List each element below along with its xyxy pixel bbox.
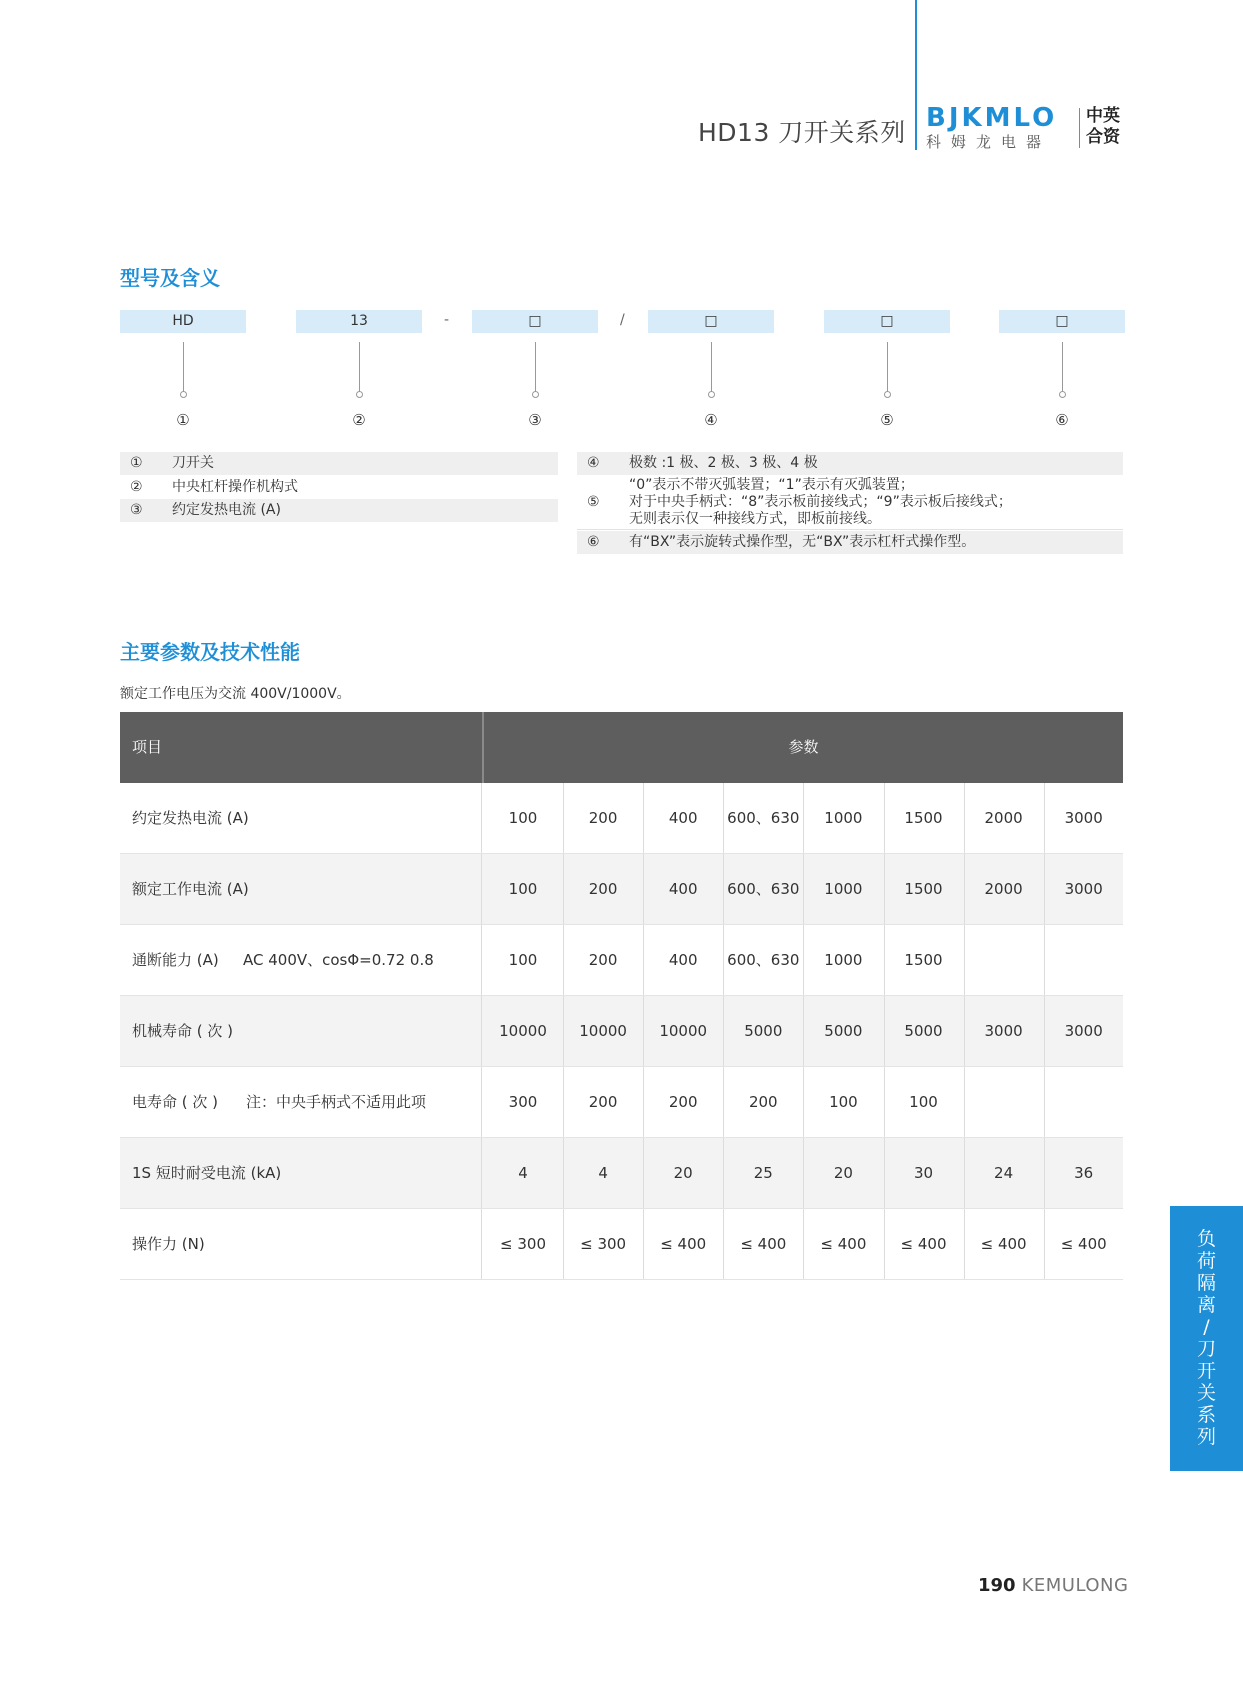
table-row bbox=[120, 925, 1123, 996]
code-number-2: ② bbox=[352, 411, 366, 429]
value-cell: ≤ 400 bbox=[900, 1235, 947, 1253]
code-box-1: HD bbox=[120, 310, 246, 333]
value-cell: ≤ 400 bbox=[980, 1235, 1027, 1253]
legend-text: 极数 :1 极、2 极、3 极、4 极 bbox=[629, 455, 818, 471]
legend-text: 中央杠杆操作机构式 bbox=[172, 479, 298, 495]
legend-number: ③ bbox=[130, 502, 143, 518]
value-cell: ≤ 400 bbox=[660, 1235, 707, 1253]
row-label: 操作力 (N) bbox=[132, 1235, 205, 1253]
value-cell: 600、630 bbox=[727, 951, 800, 969]
code-leader-3 bbox=[535, 342, 536, 392]
column-divider bbox=[481, 996, 482, 1066]
legend-number: ④ bbox=[587, 455, 600, 471]
code-leader-4 bbox=[711, 342, 712, 392]
voltage-note: 额定工作电压为交流 400V/1000V。 bbox=[120, 686, 351, 702]
category-side-tab bbox=[1170, 1206, 1243, 1471]
legend-row-6 bbox=[577, 531, 1123, 554]
value-cell: 2000 bbox=[984, 880, 1023, 898]
value-cell: ≤ 300 bbox=[500, 1235, 546, 1253]
side-tab-char: 系 bbox=[1196, 1404, 1216, 1426]
table-row bbox=[120, 854, 1123, 925]
value-cell: 100 bbox=[508, 809, 538, 827]
column-divider bbox=[481, 854, 482, 924]
column-divider bbox=[481, 1138, 482, 1208]
code-dot-5 bbox=[884, 391, 891, 398]
value-cell: 10000 bbox=[579, 1022, 627, 1040]
code-box-3: □ bbox=[472, 310, 598, 333]
side-tab-char: 刀 bbox=[1196, 1338, 1216, 1360]
legend-row-1 bbox=[120, 452, 558, 475]
table-row bbox=[120, 1138, 1123, 1209]
legend-number: ⑤ bbox=[587, 494, 600, 510]
code-number-3: ③ bbox=[528, 411, 542, 429]
value-cell: 200 bbox=[668, 1093, 698, 1111]
code-number-4: ④ bbox=[704, 411, 718, 429]
page-footer bbox=[978, 1575, 1128, 1596]
row-label: 电寿命 ( 次 ) bbox=[132, 1093, 219, 1111]
code-box-6: □ bbox=[999, 310, 1125, 333]
value-cell: 200 bbox=[588, 809, 618, 827]
code-dot-3 bbox=[532, 391, 539, 398]
legend-number: ② bbox=[130, 479, 143, 495]
column-divider bbox=[481, 925, 482, 995]
value-cell: 400 bbox=[668, 951, 698, 969]
legend-text-5c: 无则表示仅一种接线方式，即板前接线。 bbox=[629, 511, 881, 527]
legend-text-5a: “0”表示不带灭弧装置；“1”表示有灭弧装置； bbox=[629, 477, 914, 493]
value-cell: 1000 bbox=[824, 951, 863, 969]
value-cell: 3000 bbox=[1064, 809, 1103, 827]
legend-text: 刀开关 bbox=[172, 455, 214, 471]
header-params: 参数 bbox=[788, 738, 819, 756]
value-cell: 25 bbox=[753, 1164, 773, 1182]
table-header bbox=[120, 712, 1123, 783]
value-cell: ≤ 300 bbox=[580, 1235, 627, 1253]
logo-divider bbox=[1079, 108, 1080, 148]
joint-venture-label bbox=[1086, 106, 1120, 148]
code-number-6: ⑥ bbox=[1055, 411, 1069, 429]
header-item: 项目 bbox=[132, 738, 163, 756]
side-tab-char: 荷 bbox=[1196, 1250, 1216, 1272]
brand-logo bbox=[926, 105, 1057, 151]
jv-line-2: 合资 bbox=[1086, 127, 1120, 147]
row-sublabel: AC 400V、cosΦ=0.72 0.8 bbox=[243, 951, 434, 969]
side-tab-char: 负 bbox=[1196, 1228, 1216, 1250]
code-dot-6 bbox=[1059, 391, 1066, 398]
code-leader-5 bbox=[887, 342, 888, 392]
column-divider bbox=[1044, 925, 1045, 995]
logo-english: BJKMLO bbox=[926, 103, 1058, 133]
value-cell: 1500 bbox=[904, 880, 943, 898]
value-cell: 5000 bbox=[824, 1022, 863, 1040]
side-tab-char: 关 bbox=[1196, 1382, 1216, 1404]
value-cell: ≤ 400 bbox=[1060, 1235, 1107, 1253]
value-cell: 2000 bbox=[984, 809, 1023, 827]
value-cell: 1500 bbox=[904, 809, 943, 827]
value-cell: 36 bbox=[1074, 1164, 1094, 1182]
value-cell: 100 bbox=[508, 880, 538, 898]
value-cell: 100 bbox=[508, 951, 538, 969]
value-cell: 20 bbox=[833, 1164, 853, 1182]
column-divider bbox=[481, 1067, 482, 1137]
value-cell: 4 bbox=[598, 1164, 608, 1182]
value-cell: 3000 bbox=[1064, 880, 1103, 898]
code-leader-6 bbox=[1062, 342, 1063, 392]
column-divider bbox=[964, 925, 965, 995]
value-cell: 200 bbox=[748, 1093, 778, 1111]
value-cell: 20 bbox=[673, 1164, 693, 1182]
table-row bbox=[120, 783, 1123, 854]
row-sublabel: 注：中央手柄式不适用此项 bbox=[246, 1093, 427, 1111]
row-label: 机械寿命 ( 次 ) bbox=[132, 1022, 234, 1040]
legend-text: 约定发热电流 (A) bbox=[172, 502, 281, 518]
table-row bbox=[120, 996, 1123, 1067]
value-cell: 400 bbox=[668, 880, 698, 898]
code-number-5: ⑤ bbox=[880, 411, 894, 429]
side-tab-char: 离 bbox=[1196, 1294, 1216, 1316]
logo-chinese: 科姆龙电器 bbox=[926, 133, 1052, 151]
value-cell: ≤ 400 bbox=[740, 1235, 787, 1253]
value-cell: 300 bbox=[508, 1093, 538, 1111]
value-cell: 200 bbox=[588, 880, 618, 898]
side-tab-char: 隔 bbox=[1196, 1272, 1216, 1294]
value-cell: 30 bbox=[913, 1164, 934, 1182]
code-number-1: ① bbox=[176, 411, 190, 429]
series-title: HD13 刀开关系列 bbox=[698, 118, 906, 147]
legend-row-4 bbox=[577, 452, 1123, 475]
code-leader-2 bbox=[359, 342, 360, 392]
value-cell: 1500 bbox=[904, 951, 943, 969]
value-cell: 600、630 bbox=[727, 880, 800, 898]
jv-line-1: 中英 bbox=[1086, 106, 1120, 126]
value-cell: 100 bbox=[909, 1093, 938, 1111]
code-dot-2 bbox=[356, 391, 363, 398]
column-divider bbox=[481, 1209, 482, 1279]
value-cell: 5000 bbox=[904, 1022, 943, 1040]
value-cell: 1000 bbox=[824, 880, 863, 898]
legend-text-5b: 对于中央手柄式：“8”表示板前接线式；“9”表示板后接线式； bbox=[629, 494, 1012, 510]
value-cell: ≤ 400 bbox=[820, 1235, 867, 1253]
row-label: 1S 短时耐受电流 (kA) bbox=[132, 1164, 282, 1182]
value-cell: 200 bbox=[588, 951, 618, 969]
value-cell: 200 bbox=[588, 1093, 618, 1111]
column-divider bbox=[964, 1067, 965, 1137]
footer-brand: KEMULONG bbox=[1021, 1575, 1129, 1596]
value-cell: 10000 bbox=[659, 1022, 708, 1040]
table-row bbox=[120, 1209, 1123, 1280]
legend-number: ① bbox=[130, 455, 143, 471]
code-separator-dash: - bbox=[444, 312, 450, 328]
code-leader-1 bbox=[183, 342, 184, 392]
legend-row-3 bbox=[120, 499, 558, 522]
row-label: 约定发热电流 (A) bbox=[132, 809, 249, 827]
legend-number: ⑥ bbox=[587, 534, 600, 550]
value-cell: 1000 bbox=[824, 809, 863, 827]
value-cell: 5000 bbox=[744, 1022, 783, 1040]
legend-row-2 bbox=[120, 476, 558, 500]
side-tab-char: 列 bbox=[1196, 1426, 1216, 1448]
value-cell: 4 bbox=[518, 1164, 528, 1182]
value-cell: 400 bbox=[668, 809, 698, 827]
value-cell: 3000 bbox=[984, 1022, 1023, 1040]
value-cell: 24 bbox=[994, 1164, 1014, 1182]
code-dot-4 bbox=[708, 391, 715, 398]
side-tab-char: / bbox=[1203, 1316, 1210, 1338]
value-cell: 3000 bbox=[1064, 1022, 1103, 1040]
code-separator-slash: / bbox=[620, 312, 625, 328]
table-row bbox=[120, 1067, 1123, 1138]
value-cell: 600、630 bbox=[727, 809, 800, 827]
code-box-5: □ bbox=[824, 310, 950, 333]
code-dot-1 bbox=[180, 391, 187, 398]
value-cell: 100 bbox=[829, 1093, 858, 1111]
model-section-title: 型号及含义 bbox=[120, 266, 220, 290]
value-cell: 10000 bbox=[499, 1022, 547, 1040]
column-divider bbox=[481, 783, 482, 853]
header-accent-line bbox=[915, 0, 917, 150]
code-box-4: □ bbox=[648, 310, 774, 333]
column-divider bbox=[1044, 1067, 1045, 1137]
row-label: 通断能力 (A) bbox=[132, 951, 219, 969]
page-number: 190 bbox=[978, 1575, 1016, 1596]
legend-text: 有“BX”表示旋转式操作型，无“BX”表示杠杆式操作型。 bbox=[629, 534, 976, 550]
side-tab-char: 开 bbox=[1196, 1360, 1216, 1382]
row-label: 额定工作电流 (A) bbox=[132, 880, 249, 898]
params-section-title: 主要参数及技术性能 bbox=[120, 640, 300, 664]
code-box-2: 13 bbox=[296, 310, 422, 333]
